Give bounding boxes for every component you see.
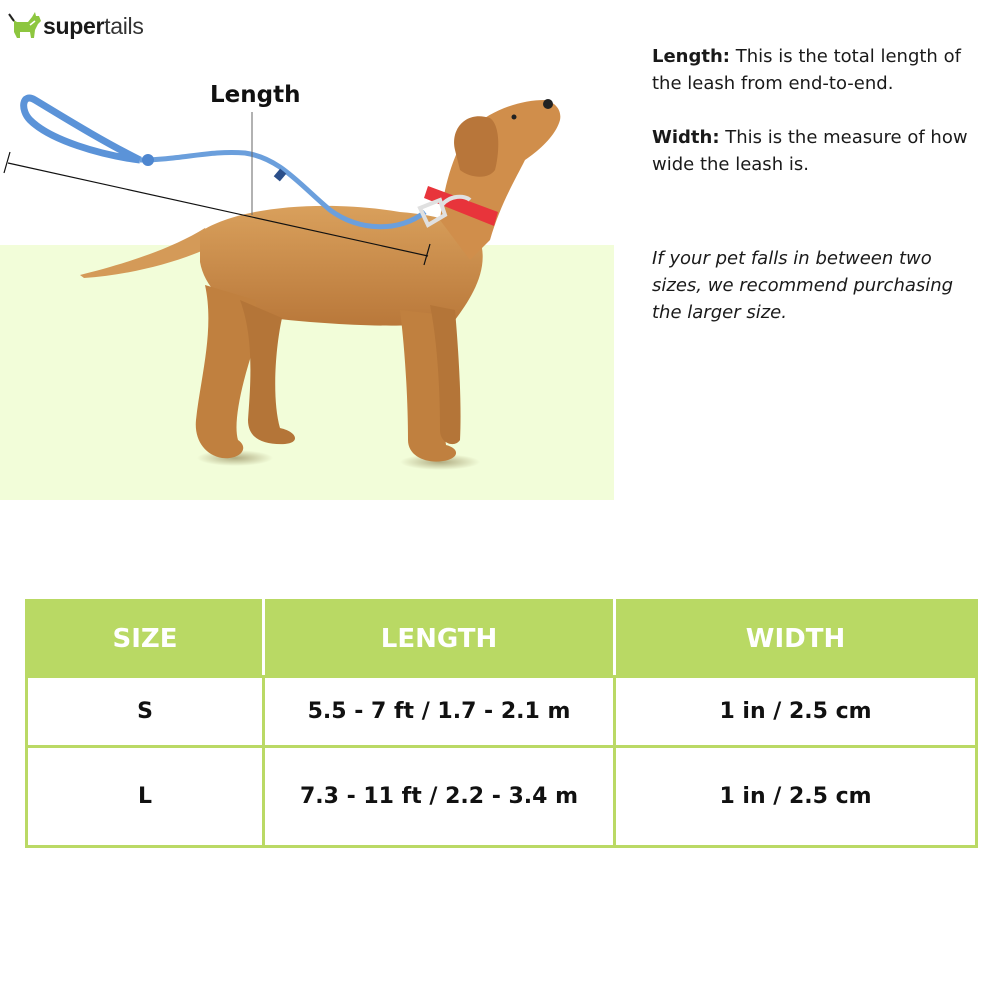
length-description — [652, 43, 982, 97]
cell-size: L — [27, 747, 264, 847]
header-width: WIDTH — [615, 601, 977, 677]
cell-width: 1 in / 2.5 cm — [615, 677, 977, 747]
header-length: LENGTH — [264, 601, 615, 677]
cell-length: 5.5 - 7 ft / 1.7 - 2.1 m — [264, 677, 615, 747]
table-header-row — [27, 601, 977, 677]
width-text: This is the measure of how wide the leash is. — [652, 127, 968, 175]
width-description — [652, 124, 982, 178]
cell-width: 1 in / 2.5 cm — [615, 747, 977, 847]
leash-illustration — [0, 0, 640, 520]
cell-length: 7.3 - 11 ft / 2.2 - 3.4 m — [264, 747, 615, 847]
width-term: Width: — [652, 127, 720, 148]
sizing-note: If your pet falls in between two sizes, we recommend purchasing the larger size. — [652, 248, 954, 323]
header-size: SIZE — [27, 601, 264, 677]
brand-name: supertails — [43, 13, 144, 39]
length-text: This is the total length of the leash from end-to-end. — [652, 46, 961, 94]
length-term: Length: — [652, 46, 730, 67]
table-row — [27, 747, 977, 847]
table-row — [27, 677, 977, 747]
dog-with-leash-image — [0, 0, 640, 520]
cell-size: S — [27, 677, 264, 747]
size-chart-table — [25, 599, 978, 848]
length-measure-label: Length — [210, 82, 301, 108]
